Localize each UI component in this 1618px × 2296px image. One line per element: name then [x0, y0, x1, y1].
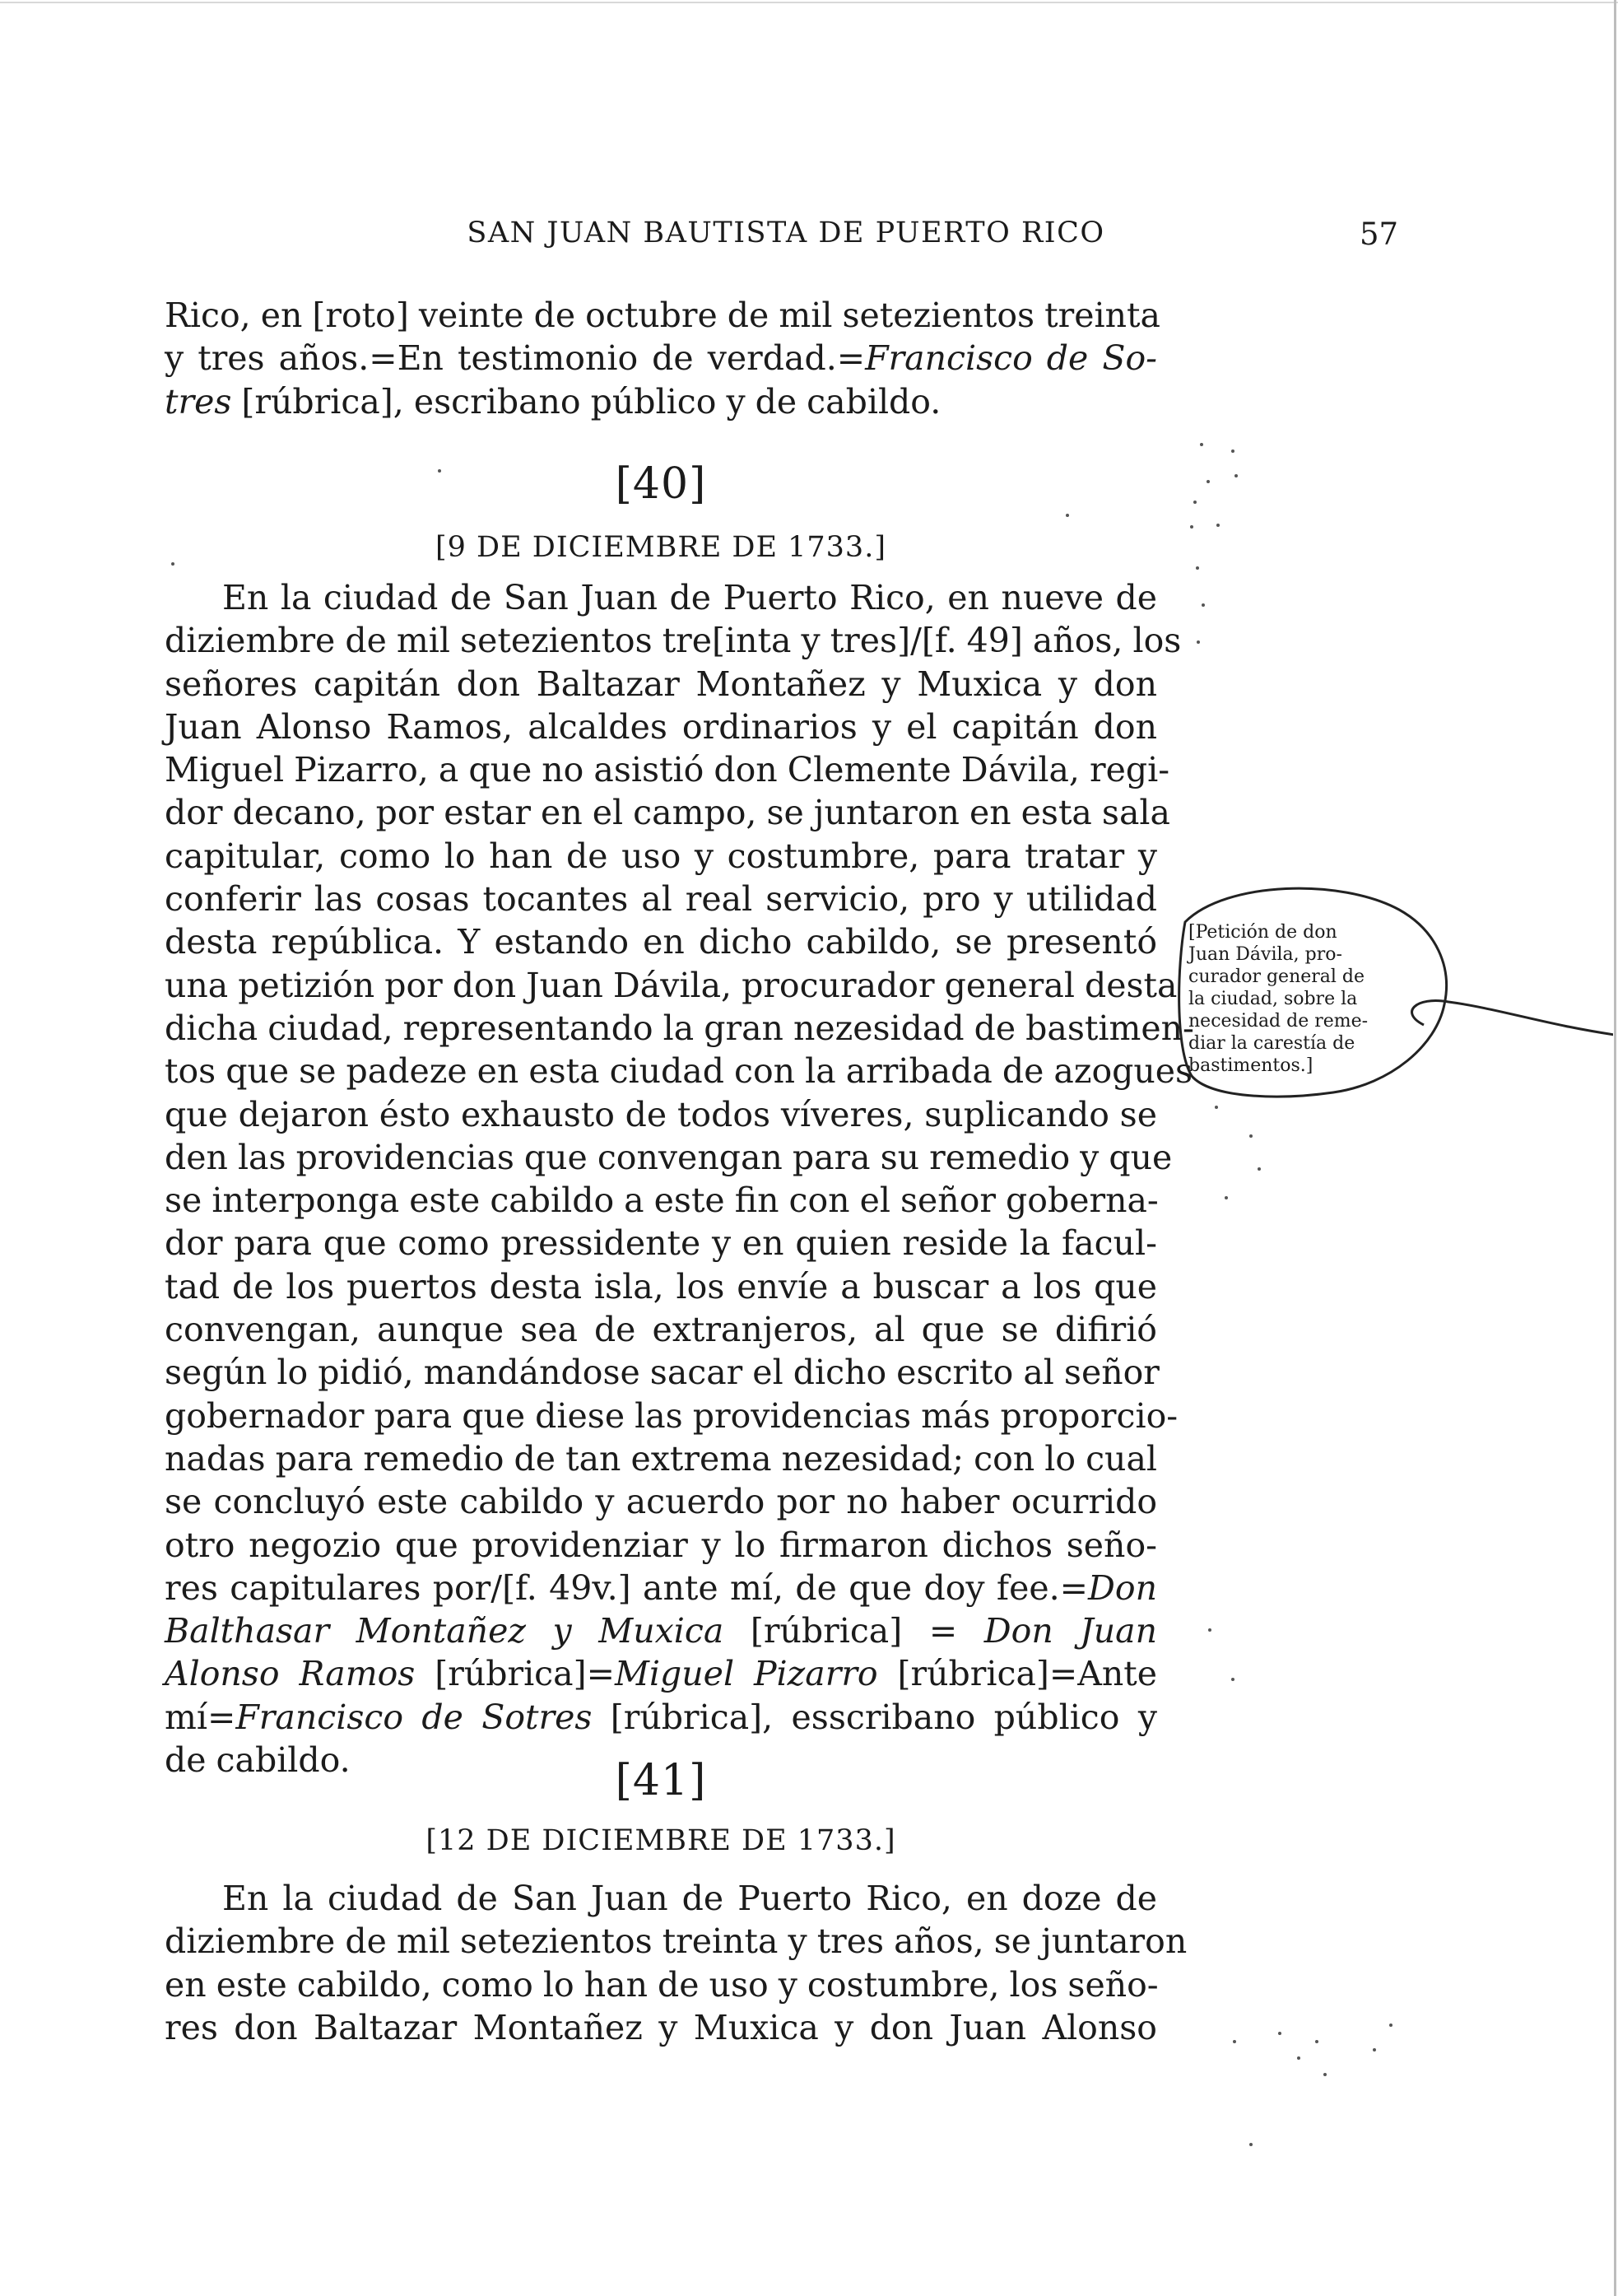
- text-line: Alonso Ramos [rúbrica]=Miguel Pizarro [rúbrica]=Ante: [165, 1654, 1157, 1694]
- text-line: capitular, como lo han de uso y costumbre, para tratar y: [165, 836, 1157, 876]
- text-line: se concluyó este cabildo y acuerdo por no haber ocurrido: [165, 1482, 1157, 1522]
- document-number-41: [41]: [615, 1756, 707, 1805]
- text-line: res capitulares por/[f. 49v.] ante mí, de que doy fee.=Don: [165, 1567, 1157, 1608]
- page-number: 57: [1360, 217, 1399, 252]
- text-line: tres [rúbrica], escribano público y de cabildo.: [165, 381, 942, 421]
- text-line: convengan, aunque sea de extranjeros, al que se difirió: [165, 1310, 1157, 1350]
- text-line: Miguel Pizarro, a que no asistió don Clemente Dávila, regi-: [165, 750, 1170, 790]
- signature-name: Francisco de So-: [865, 338, 1157, 379]
- running-title: SAN JUAN BAUTISTA DE PUERTO RICO: [467, 217, 1105, 249]
- text-line: diziembre de mil setezientos tre[inta y tres]/[f. 49] años, los: [165, 621, 1182, 661]
- signature-name: Balthasar Montañez y Muxica: [165, 1611, 724, 1651]
- document-number-40: [40]: [615, 459, 707, 509]
- text-line: señores capitán don Baltazar Montañez y Muxica y don: [165, 664, 1157, 704]
- text-line: En la ciudad de San Juan de Puerto Rico, en nueve de: [222, 578, 1157, 617]
- text-line: Balthasar Montañez y Muxica [rúbrica] = Don Juan: [165, 1611, 1158, 1651]
- text-line: dicha ciudad, representando la gran nezesidad de bastimen-: [165, 1008, 1194, 1048]
- text-line: una petizión por don Juan Dávila, procurador general desta: [165, 965, 1178, 1005]
- text-line: y tres años.=En testimonio de verdad.=Francisco de So-: [165, 338, 1157, 379]
- text-line: diziembre de mil setezientos treinta y tres años, se juntaron: [165, 1921, 1188, 1962]
- margin-note-line: necesidad de reme-: [1188, 1011, 1369, 1032]
- text-line: mí=Francisco de Sotres [rúbrica], esscribano público y: [165, 1697, 1157, 1737]
- text-line: en este cabildo, como lo han de uso y costumbre, los seño-: [165, 1964, 1159, 2005]
- text-line: nadas para remedio de tan extrema nezesidad; con lo cual: [165, 1438, 1157, 1479]
- margin-note-line: la ciudad, sobre la: [1188, 989, 1358, 1009]
- margin-note-line: Juan Dávila, pro-: [1188, 944, 1342, 965]
- signature-name: Don Juan: [983, 1611, 1158, 1651]
- text-line: tad de los puertos desta isla, los envíe a buscar a los que: [165, 1266, 1157, 1306]
- text-line: tos que se padeze en esta ciudad con la arribada de azogues: [165, 1051, 1193, 1092]
- text-line: que dejaron ésto exhausto de todos víveres, suplicando se: [165, 1094, 1157, 1134]
- signature-name: Alonso Ramos: [165, 1654, 416, 1694]
- text-line: Rico, en [roto] veinte de octubre de mil setezientos treinta: [165, 296, 1160, 335]
- margin-note-line: bastimentos.]: [1188, 1055, 1313, 1076]
- signature-name: Francisco de Sotres: [235, 1697, 593, 1737]
- text-line: dor decano, por estar en el campo, se juntaron en esta sala: [165, 793, 1170, 833]
- text-line: se interponga este cabildo a este fin con el señor goberna-: [165, 1181, 1159, 1221]
- text-line: desta república. Y estando en dicho cabildo, se presentó: [165, 922, 1157, 962]
- signature-name: Miguel Pizarro: [614, 1654, 878, 1694]
- document-date-40: [9 DE DICIEMBRE DE 1733.]: [435, 531, 886, 564]
- margin-note-line: [Petición de don: [1188, 922, 1337, 943]
- text-line: conferir las cosas tocantes al real servicio, pro y utilidad: [165, 879, 1157, 920]
- document-date-41: [12 DE DICIEMBRE DE 1733.]: [425, 1824, 896, 1857]
- text-line: En la ciudad de San Juan de Puerto Rico, en doze de: [222, 1879, 1157, 1918]
- text-line: otro negozio que providenziar y lo firmaron dichos seño-: [165, 1525, 1157, 1565]
- signature-name: tres: [165, 381, 232, 421]
- signature-name: Don: [1088, 1567, 1157, 1608]
- margin-note-line: diar la carestía de: [1188, 1033, 1355, 1054]
- text-line: res don Baltazar Montañez y Muxica y don Juan Alonso: [165, 2007, 1157, 2047]
- text-line: según lo pidió, mandándose sacar el dicho escrito al señor: [165, 1353, 1160, 1393]
- text-line: de cabildo.: [165, 1740, 351, 1781]
- text-line: dor para que como pressidente y en quien reside la facul-: [165, 1223, 1157, 1264]
- text-line: Juan Alonso Ramos, alcaldes ordinarios y el capitán don: [165, 706, 1157, 747]
- text-line: gobernador para que diese las providencias más proporcio-: [165, 1395, 1179, 1436]
- text-line: den las providencias que convengan para su remedio y que: [165, 1137, 1173, 1177]
- margin-note-line: curador general de: [1188, 966, 1365, 987]
